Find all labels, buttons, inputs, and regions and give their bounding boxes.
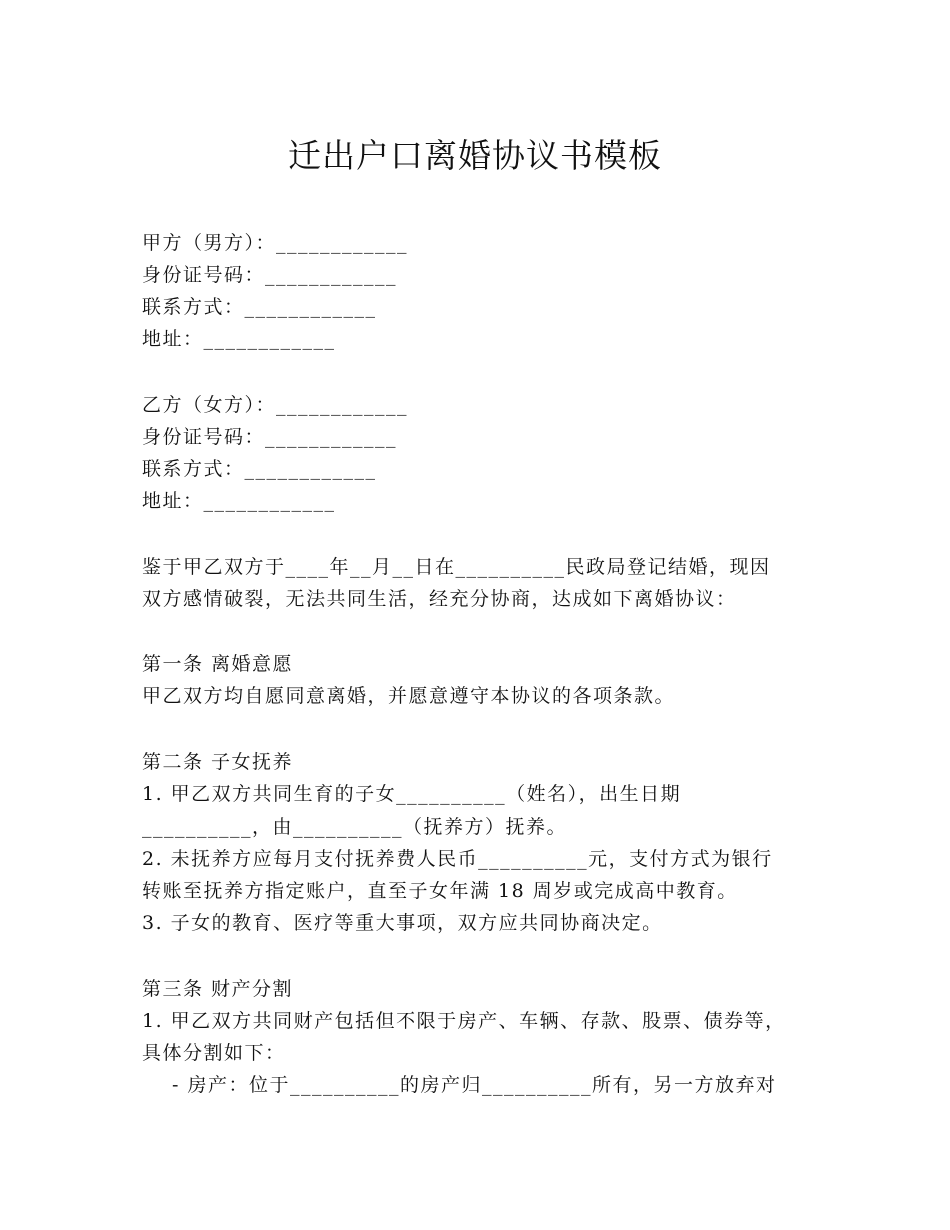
party-b-id: 身份证号码：____________ (142, 426, 398, 448)
article-2-item-1-line-1: 1. 甲乙双方共同生育的子女__________（姓名），出生日期 (142, 783, 682, 805)
article-1-heading: 第一条 离婚意愿 (142, 653, 294, 675)
article-3-item-1-line-2: 具体分割如下： (142, 1042, 286, 1064)
article-3-heading: 第三条 财产分割 (142, 978, 294, 1000)
article-1-text: 甲乙双方均自愿同意离婚，并愿意遵守本协议的各项条款。 (142, 685, 676, 707)
preamble-line-2: 双方感情破裂，无法共同生活，经充分协商，达成如下离婚协议： (142, 588, 737, 610)
party-a-address: 地址：____________ (142, 328, 336, 350)
article-2-heading: 第二条 子女抚养 (142, 751, 294, 773)
article-2-item-1-line-2: __________，由__________（抚养方）抚养。 (142, 816, 568, 838)
party-b-address: 地址：____________ (142, 490, 336, 512)
party-b-name: 乙方（女方）：____________ (142, 394, 409, 416)
party-a-contact: 联系方式：____________ (142, 296, 377, 318)
preamble-line-1: 鉴于甲乙双方于____年__月__日在__________民政局登记结婚，现因 (142, 556, 771, 578)
party-a-name: 甲方（男方）：____________ (142, 232, 409, 254)
article-3-sub-item-property: - 房产：位于__________的房产归__________所有，另一方放弃对 (172, 1074, 777, 1096)
party-a-id: 身份证号码：____________ (142, 264, 398, 286)
article-2-item-2-line-1: 2. 未抚养方应每月支付抚养费人民币__________元，支付方式为银行 (142, 848, 773, 870)
document-title: 迁出户口离婚协议书模板 (288, 136, 662, 175)
party-b-contact: 联系方式：____________ (142, 458, 377, 480)
article-2-item-3: 3. 子女的教育、医疗等重大事项，双方应共同协商决定。 (142, 912, 663, 934)
article-2-item-2-line-2: 转账至抚养方指定账户，直至子女年满 18 周岁或完成高中教育。 (142, 880, 738, 902)
article-3-item-1-line-1: 1. 甲乙双方共同财产包括但不限于房产、车辆、存款、股票、债券等， (142, 1010, 786, 1032)
